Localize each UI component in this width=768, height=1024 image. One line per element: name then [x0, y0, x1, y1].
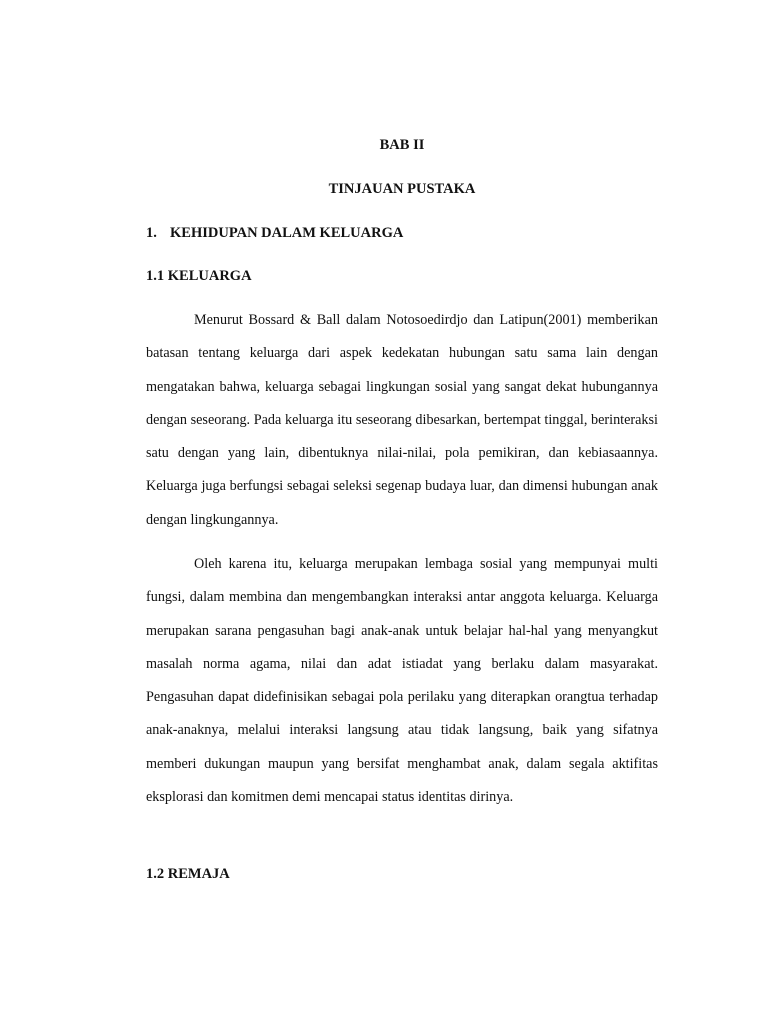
- body-paragraph-2: Oleh karena itu, keluarga merupakan lembaga sosial yang mempunyai multi fungsi, dalam membina dan mengembangkan interaksi antar anggota keluarga. Keluarga merupakan sarana pengasuhan bagi anak-anak untuk belajar hal-hal yang menyangkut masalah norma agama, nilai dan adat istiadat yang berlaku dalam masyarakat. Pengasuhan dapat didefinisikan sebagai pola perilaku yang diterapkan orangtua terhadap anak-anaknya, melalui interaksi langsung atau tidak langsung, baik yang sifatnya memberi dukungan maupun yang bersifat menghambat anak, dalam segala aktifitas eksplorasi dan komitmen demi mencapai status identitas dirinya.: [146, 556, 658, 806]
- section-title: KEHIDUPAN DALAM KELUARGA: [170, 225, 404, 241]
- subsection-heading-remaja: 1.2 REMAJA: [146, 866, 230, 882]
- body-paragraph-1: Menurut Bossard & Ball dalam Notosoedirdjo dan Latipun(2001) memberikan batasan tentang keluarga dari aspek kedekatan hubungan satu sama lain dengan mengatakan bahwa, keluarga sebagai lingkungan sosial yang sangat dekat hubungannya dengan seseorang. Pada keluarga itu seseorang dibesarkan, bertempat tinggal, berinteraksi satu dengan yang lain, dibentuknya nilai-nilai, pola pemikiran, dan kebiasaannya. Keluarga juga berfungsi sebagai seleksi segenap budaya luar, dan dimensi hubungan anak dengan lingkungannya.: [146, 312, 658, 528]
- section-heading-1: [146, 225, 403, 242]
- chapter-label: BAB II: [379, 137, 425, 153]
- subsection-heading-keluarga: 1.1 KELUARGA: [146, 268, 252, 284]
- chapter-title: TINJAUAN PUSTAKA: [328, 181, 476, 197]
- section-number: 1.: [146, 225, 157, 241]
